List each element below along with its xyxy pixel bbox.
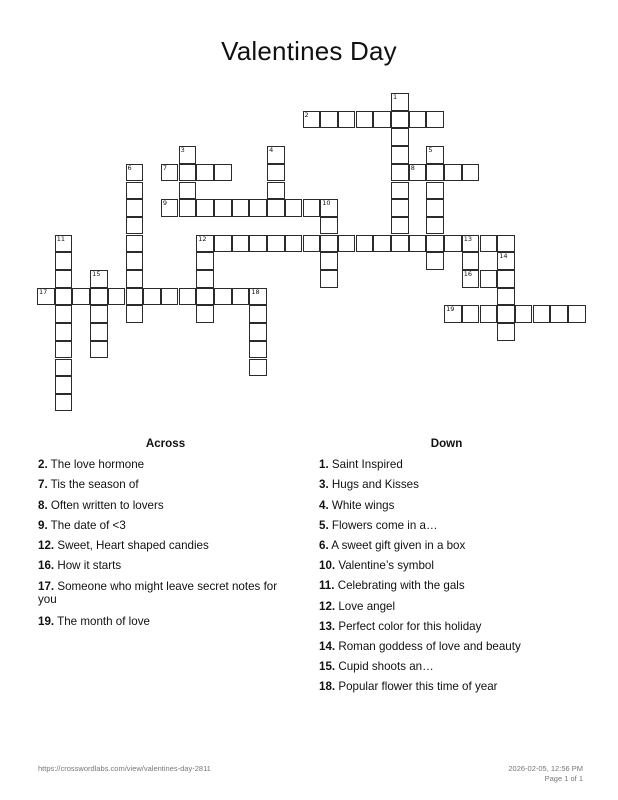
cell-number: 14 — [499, 252, 508, 261]
cell-number: 12 — [198, 234, 207, 243]
puzzle-title: Valentines Day — [221, 36, 397, 66]
grid-cell[interactable] — [72, 288, 90, 306]
grid-cell[interactable] — [249, 305, 267, 323]
down-clues — [319, 434, 574, 698]
cell-number: 10 — [322, 199, 331, 208]
cell-number: 5 — [428, 146, 433, 155]
cell-number: 8 — [410, 163, 415, 172]
clue-number: 7. — [38, 478, 48, 492]
across-clue — [38, 536, 293, 556]
down-clue — [319, 637, 574, 657]
grid-cell[interactable] — [126, 217, 144, 235]
clue-number: 6. — [319, 539, 329, 553]
grid-cell[interactable] — [320, 252, 338, 270]
grid-cell[interactable] — [391, 93, 409, 111]
grid-cell[interactable] — [409, 164, 427, 182]
grid-cell[interactable] — [462, 270, 480, 288]
cell-number: 16 — [463, 270, 473, 278]
grid-cell[interactable] — [196, 270, 214, 288]
clue-text: The love hormone — [47, 458, 145, 472]
grid-cell[interactable] — [426, 235, 444, 253]
grid-cell[interactable] — [480, 235, 498, 253]
cell-number: 9 — [162, 199, 168, 208]
clue-text: Valentine’s symbol — [335, 559, 434, 573]
grid-cell[interactable] — [285, 235, 303, 253]
grid-cell[interactable] — [303, 199, 321, 217]
cell-number: 7 — [162, 163, 168, 172]
grid-cell[interactable] — [55, 288, 73, 306]
grid-cell[interactable] — [196, 164, 214, 182]
cell-number: 4 — [269, 146, 274, 155]
down-clue — [319, 617, 574, 637]
clue-text: Often written to lovers — [47, 498, 164, 512]
grid-cell[interactable] — [497, 288, 515, 306]
clue-text: Flowers come in a… — [328, 518, 438, 532]
grid-cell[interactable] — [391, 217, 409, 235]
grid-cell[interactable] — [55, 270, 73, 288]
clue-number: 10. — [319, 559, 336, 573]
grid-cell[interactable] — [391, 164, 409, 182]
grid-cell[interactable] — [232, 235, 250, 253]
grid-cell[interactable] — [426, 252, 444, 270]
grid-cell[interactable] — [179, 164, 197, 182]
grid-cell[interactable] — [90, 341, 108, 359]
down-clue — [319, 576, 574, 596]
grid-cell[interactable] — [232, 288, 250, 306]
cell-number: 18 — [251, 287, 260, 296]
grid-cell[interactable] — [143, 288, 161, 306]
down-heading: Down — [430, 437, 463, 450]
grid-cell[interactable] — [179, 199, 197, 217]
grid-cell[interactable] — [196, 305, 214, 323]
across-clue — [38, 496, 293, 516]
grid-cell[interactable] — [161, 164, 179, 182]
grid-cell[interactable] — [55, 305, 73, 323]
down-clue — [319, 556, 574, 576]
grid-cell[interactable] — [196, 235, 214, 253]
grid-cell[interactable] — [462, 305, 480, 323]
grid-cell[interactable] — [249, 235, 267, 253]
clue-number: 18. — [319, 680, 336, 694]
footer-date: 2026-02-05, 12:56 PM — [508, 764, 583, 773]
grid-cell[interactable] — [444, 235, 462, 253]
grid-cell[interactable] — [249, 323, 267, 341]
cell-number: 19 — [446, 305, 455, 314]
down-clue — [319, 657, 574, 677]
clue-number: 4. — [319, 498, 329, 512]
clue-text: Love angel — [335, 599, 396, 613]
grid-cell[interactable] — [267, 199, 285, 217]
grid-cell[interactable] — [196, 199, 214, 217]
grid-cell[interactable] — [55, 235, 73, 253]
grid-cell[interactable] — [214, 199, 232, 217]
clue-number: 19. — [38, 615, 55, 629]
clue-number: 12. — [38, 539, 55, 553]
grid-cell[interactable] — [533, 305, 551, 323]
grid-cell[interactable] — [480, 305, 498, 323]
clue-number: 11. — [319, 579, 335, 593]
clue-text: Roman goddess of love and beauty — [335, 640, 521, 654]
grid-cell[interactable] — [320, 199, 338, 217]
grid-cell[interactable] — [126, 164, 144, 182]
clue-text: The date of <3 — [47, 518, 126, 532]
grid-cell[interactable] — [320, 270, 338, 288]
grid-cell[interactable] — [409, 111, 427, 129]
grid-cell[interactable] — [90, 305, 108, 323]
clue-text: White wings — [328, 498, 395, 512]
grid-cell[interactable] — [373, 235, 391, 253]
clue-text: Popular flower this time of year — [335, 680, 498, 694]
clue-number: 5. — [319, 518, 329, 532]
grid-cell[interactable] — [90, 288, 108, 306]
grid-cell[interactable] — [497, 235, 515, 253]
grid-cell[interactable] — [497, 305, 515, 323]
grid-cell[interactable] — [320, 111, 338, 129]
grid-cell[interactable] — [267, 146, 285, 164]
grid-cell[interactable] — [426, 217, 444, 235]
across-clue-list — [38, 455, 293, 632]
grid-cell[interactable] — [391, 199, 409, 217]
grid-cell[interactable] — [161, 199, 179, 217]
grid-cell[interactable] — [267, 164, 285, 182]
cell-number: 17 — [39, 287, 48, 296]
clue-number: 15. — [319, 660, 336, 674]
cell-number: 15 — [92, 270, 101, 278]
grid-cell[interactable] — [480, 270, 498, 288]
down-clue — [319, 677, 574, 697]
clue-number: 13. — [319, 619, 336, 633]
clue-text: Someone who might leave secret notes for you — [38, 580, 278, 607]
grid-cell[interactable] — [126, 270, 144, 288]
grid-cell[interactable] — [338, 235, 356, 253]
grid-cell[interactable] — [267, 235, 285, 253]
clue-number: 2. — [38, 458, 48, 472]
grid-cell[interactable] — [55, 341, 73, 359]
grid-cell[interactable] — [391, 182, 409, 200]
grid-cell[interactable] — [444, 164, 462, 182]
grid-cell[interactable] — [214, 164, 232, 182]
across-clue — [38, 556, 293, 576]
grid-cell[interactable] — [179, 182, 197, 200]
grid-cell[interactable] — [161, 288, 179, 306]
grid-cell[interactable] — [249, 199, 267, 217]
clue-text: Saint Inspired — [328, 458, 403, 472]
grid-cell[interactable] — [462, 252, 480, 270]
across-heading: Across — [145, 437, 186, 450]
grid-cell[interactable] — [515, 305, 533, 323]
down-clue — [319, 536, 574, 556]
clue-text: A sweet gift given in a box — [328, 539, 466, 553]
grid-cell[interactable] — [497, 252, 515, 270]
grid-cell[interactable] — [55, 359, 73, 377]
grid-cell[interactable] — [426, 146, 444, 164]
across-clue — [38, 580, 293, 606]
grid-cell[interactable] — [568, 305, 586, 323]
grid-cell[interactable] — [356, 111, 374, 129]
grid-cell[interactable] — [267, 182, 285, 200]
clue-text: Celebrating with the gals — [334, 579, 465, 593]
grid-cell[interactable] — [249, 341, 267, 359]
grid-cell[interactable] — [232, 199, 250, 217]
grid-cell[interactable] — [55, 394, 73, 412]
across-clue — [38, 516, 293, 536]
clue-number: 3. — [319, 478, 329, 492]
grid-cell[interactable] — [179, 288, 197, 306]
grid-cell[interactable] — [126, 182, 144, 200]
grid-cell[interactable] — [126, 199, 144, 217]
grid-cell[interactable] — [55, 376, 73, 394]
grid-cell[interactable] — [426, 199, 444, 217]
clue-text: How it starts — [54, 559, 122, 573]
cell-number: 13 — [463, 234, 473, 243]
grid-cell[interactable] — [409, 235, 427, 253]
grid-cell[interactable] — [497, 323, 515, 341]
down-clue — [319, 455, 574, 475]
grid-cell[interactable] — [126, 252, 144, 270]
clue-number: 8. — [38, 498, 48, 512]
clue-number: 17. — [38, 580, 55, 594]
grid-cell[interactable] — [373, 111, 391, 129]
grid-cell[interactable] — [249, 359, 267, 377]
grid-cell[interactable] — [196, 288, 214, 306]
down-clue — [319, 516, 574, 536]
grid-cell[interactable] — [90, 323, 108, 341]
grid-cell[interactable] — [90, 270, 108, 288]
clue-text: The month of love — [54, 615, 150, 629]
clue-number: 1. — [319, 458, 329, 472]
grid-cell[interactable] — [497, 270, 515, 288]
clue-text: Cupid shoots an… — [335, 660, 434, 674]
grid-cell[interactable] — [303, 235, 321, 253]
grid-cell[interactable] — [126, 305, 144, 323]
grid-cell[interactable] — [214, 288, 232, 306]
grid-cell[interactable] — [214, 235, 232, 253]
grid-cell[interactable] — [126, 235, 144, 253]
grid-cell[interactable] — [320, 217, 338, 235]
down-clue — [319, 475, 574, 495]
clue-text: Perfect color for this holiday — [335, 619, 482, 633]
clue-text: Hugs and Kisses — [328, 478, 419, 492]
grid-cell[interactable] — [320, 235, 338, 253]
grid-cell[interactable] — [108, 288, 126, 306]
grid-cell[interactable] — [303, 111, 321, 129]
grid-cell[interactable] — [550, 305, 568, 323]
down-clue — [319, 597, 574, 617]
footer-url[interactable]: https://crosswordlabs.com/view/valentines-day-2811 — [38, 764, 211, 773]
down-clue-list — [319, 455, 574, 697]
grid-cell[interactable] — [249, 288, 267, 306]
grid-cell[interactable] — [391, 146, 409, 164]
cell-number: 2 — [304, 110, 309, 119]
grid-cell[interactable] — [55, 252, 73, 270]
clue-number: 16. — [38, 559, 55, 573]
clue-number: 9. — [38, 518, 48, 532]
grid-cell[interactable] — [426, 182, 444, 200]
grid-cell[interactable] — [391, 111, 409, 129]
footer-page: Page 1 of 1 — [544, 774, 583, 783]
down-clue — [319, 496, 574, 516]
grid-cell[interactable] — [462, 164, 480, 182]
grid-cell[interactable] — [391, 128, 409, 146]
grid-cell[interactable] — [55, 323, 73, 341]
grid-cell[interactable] — [391, 235, 409, 253]
cell-number: 3 — [180, 146, 185, 155]
grid-cell[interactable] — [426, 164, 444, 182]
cell-number: 6 — [127, 163, 132, 172]
across-clue — [38, 612, 293, 632]
grid-cell[interactable] — [37, 288, 55, 306]
grid-cell[interactable] — [126, 288, 144, 306]
across-clues — [38, 434, 293, 633]
grid-cell[interactable] — [444, 305, 462, 323]
grid-cell[interactable] — [285, 199, 303, 217]
clue-number: 14. — [319, 640, 336, 654]
clue-text: Tis the season of — [47, 478, 139, 492]
footer-date-block — [508, 764, 583, 784]
grid-cell[interactable] — [462, 235, 480, 253]
cell-number: 11 — [56, 234, 65, 243]
grid-cell[interactable] — [356, 235, 374, 253]
grid-cell[interactable] — [196, 252, 214, 270]
grid-cell[interactable] — [338, 111, 356, 129]
grid-cell[interactable] — [426, 111, 444, 129]
cell-number: 1 — [393, 93, 398, 101]
across-clue — [38, 475, 293, 495]
clue-text: Sweet, Heart shaped candies — [54, 539, 209, 553]
grid-cell[interactable] — [179, 146, 197, 164]
clue-number: 12. — [319, 599, 336, 613]
across-clue — [38, 455, 293, 475]
